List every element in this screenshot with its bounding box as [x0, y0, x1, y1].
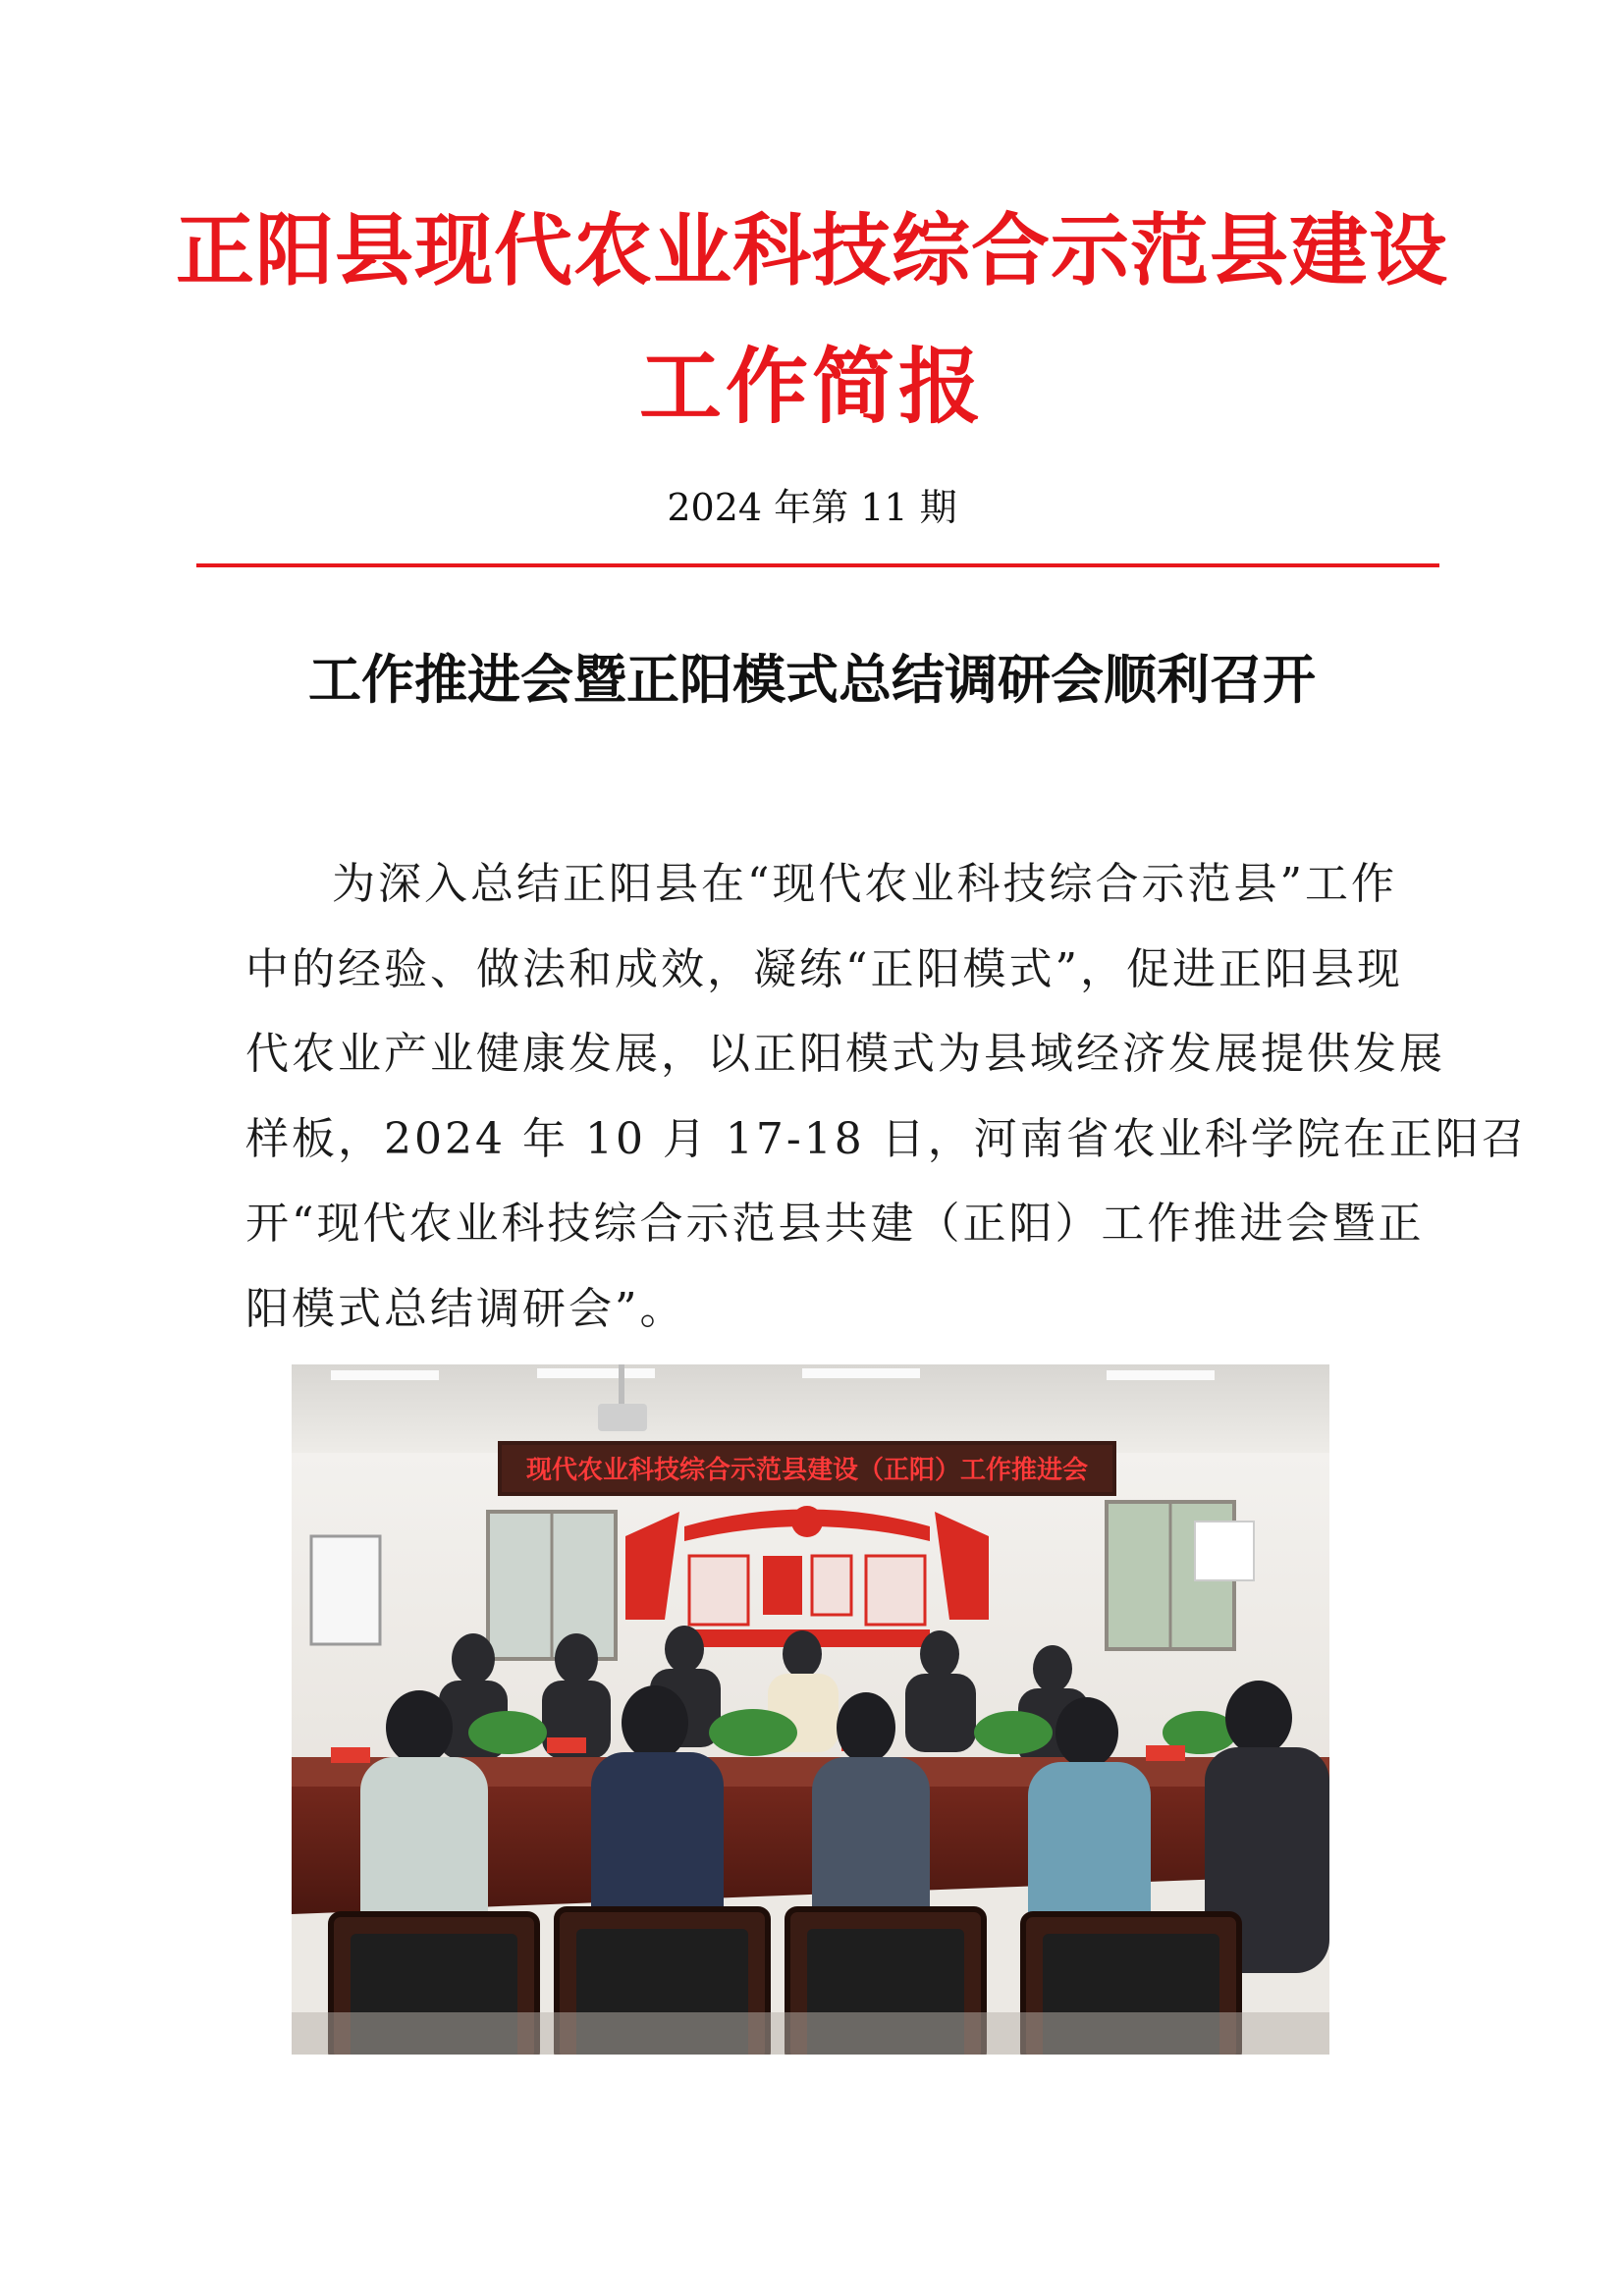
- article-title: 工作推进会暨正阳模式总结调研会顺利召开: [308, 648, 1316, 711]
- photo-banner-text: 现代农业科技综合示范县建设（正阳）工作推进会: [525, 1456, 1089, 1485]
- meeting-photo: [292, 1364, 1329, 2055]
- masthead-title-line2: 工作简报: [638, 338, 985, 435]
- body-line-6: 阳模式总结调研会”。: [245, 1283, 686, 1334]
- body-line-5: 开“现代农业科技综合示范县共建（正阳）工作推进会暨正: [245, 1199, 1425, 1249]
- issue-number: 2024 年第 11 期: [667, 486, 957, 529]
- body-line-3: 代农业产业健康发展，以正阳模式为县域经济发展提供发展: [245, 1029, 1445, 1079]
- body-line-2: 中的经验、做法和成效，凝练“正阳模式”，促进正阳县现: [245, 943, 1403, 994]
- masthead-divider: [196, 563, 1439, 567]
- body-line-1: 为深入总结正阳县在“现代农业科技综合示范县”工作: [332, 859, 1397, 909]
- body-line-4: 样板，2024 年 10 月 17-18 日，河南省农业科学院在正阳召: [245, 1113, 1528, 1164]
- masthead-title-line1: 正阳县现代农业科技综合示范县建设: [176, 204, 1448, 296]
- article-body: [245, 842, 1528, 1352]
